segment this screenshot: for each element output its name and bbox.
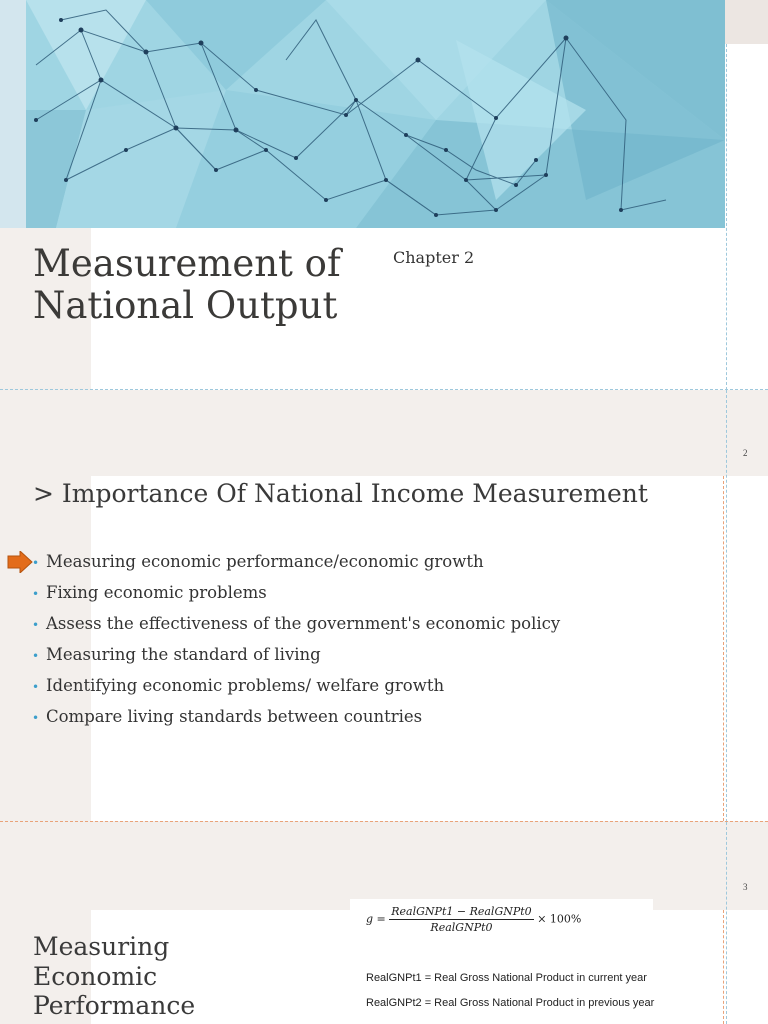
slide2-guide-vertical-orange: [723, 476, 724, 821]
slide1-title-line2: National Output: [33, 284, 338, 327]
list-item-text: Measuring economic performance/economic growth: [46, 552, 484, 571]
formula-denominator: RealGNPt0: [430, 921, 493, 934]
definition-current-year: [366, 972, 647, 984]
list-item: [32, 644, 560, 675]
definition-text: = Real Gross National Product in current year: [424, 972, 647, 984]
slide3-title-line2: Economic: [33, 961, 158, 991]
list-item: [32, 551, 560, 582]
slide1-guide-vertical: [726, 44, 727, 390]
definition-text: = Real Gross National Product in previous year: [424, 997, 655, 1009]
formula-multiplier: × 100%: [537, 912, 582, 926]
slide2-top-band: [0, 390, 768, 476]
list-item: [32, 675, 560, 706]
arrow-right-icon: [7, 551, 33, 573]
bullet-dot-icon: •: [32, 680, 40, 694]
slide1-title-line1: Measurement of: [33, 242, 341, 285]
definition-term: RealGNPt1: [366, 972, 422, 984]
slide3-title-line3: Performance: [33, 991, 196, 1020]
importance-list: [32, 551, 560, 737]
slide3-guide-vertical-orange: [723, 910, 724, 1024]
slide1-right-corner: [725, 0, 768, 44]
bullet-dot-icon: •: [32, 618, 40, 632]
growth-formula: [366, 905, 581, 934]
bullet-dot-icon: •: [32, 587, 40, 601]
chapter-label: Chapter 2: [393, 248, 475, 267]
formula-numerator: RealGNPt1 − RealGNPt0: [391, 905, 532, 918]
slide3-title: [33, 932, 195, 1021]
formula-fraction: [389, 905, 533, 934]
list-item: [32, 613, 560, 644]
list-item: [32, 706, 560, 737]
slide3-guide-vertical: [726, 822, 727, 1024]
bullet-dot-icon: •: [32, 556, 40, 570]
definition-term: RealGNPt2: [366, 997, 422, 1009]
formula-lhs: g =: [366, 912, 386, 926]
bullet-dot-icon: •: [32, 649, 40, 663]
slide3-right-margin: [725, 910, 768, 1024]
hero-left-strip: [0, 0, 26, 228]
list-item-text: Compare living standards between countries: [46, 707, 423, 726]
list-item-text: Measuring the standard of living: [46, 645, 321, 664]
list-item-text: Fixing economic problems: [46, 583, 267, 602]
slide1-right-margin: [725, 44, 768, 390]
list-item: [32, 582, 560, 613]
slide2-guide-vertical: [726, 390, 727, 822]
hero-network-image: [26, 0, 725, 228]
network-graphic: [26, 0, 725, 228]
list-item-text: Assess the effectiveness of the government's economic policy: [46, 614, 561, 633]
slide3-page-number: 3: [743, 882, 748, 892]
slide3-title-line1: Measuring: [33, 932, 170, 961]
slide2-right-margin: [725, 476, 768, 821]
list-item-text: Identifying economic problems/ welfare growth: [46, 676, 445, 695]
slide1-title: [33, 243, 341, 327]
slide3-top-band: [0, 822, 768, 910]
definition-previous-year: [366, 997, 654, 1009]
slide2-page-number: 2: [743, 448, 748, 458]
bullet-dot-icon: •: [32, 711, 40, 725]
slide2-heading: > Importance Of National Income Measurement: [33, 479, 648, 508]
